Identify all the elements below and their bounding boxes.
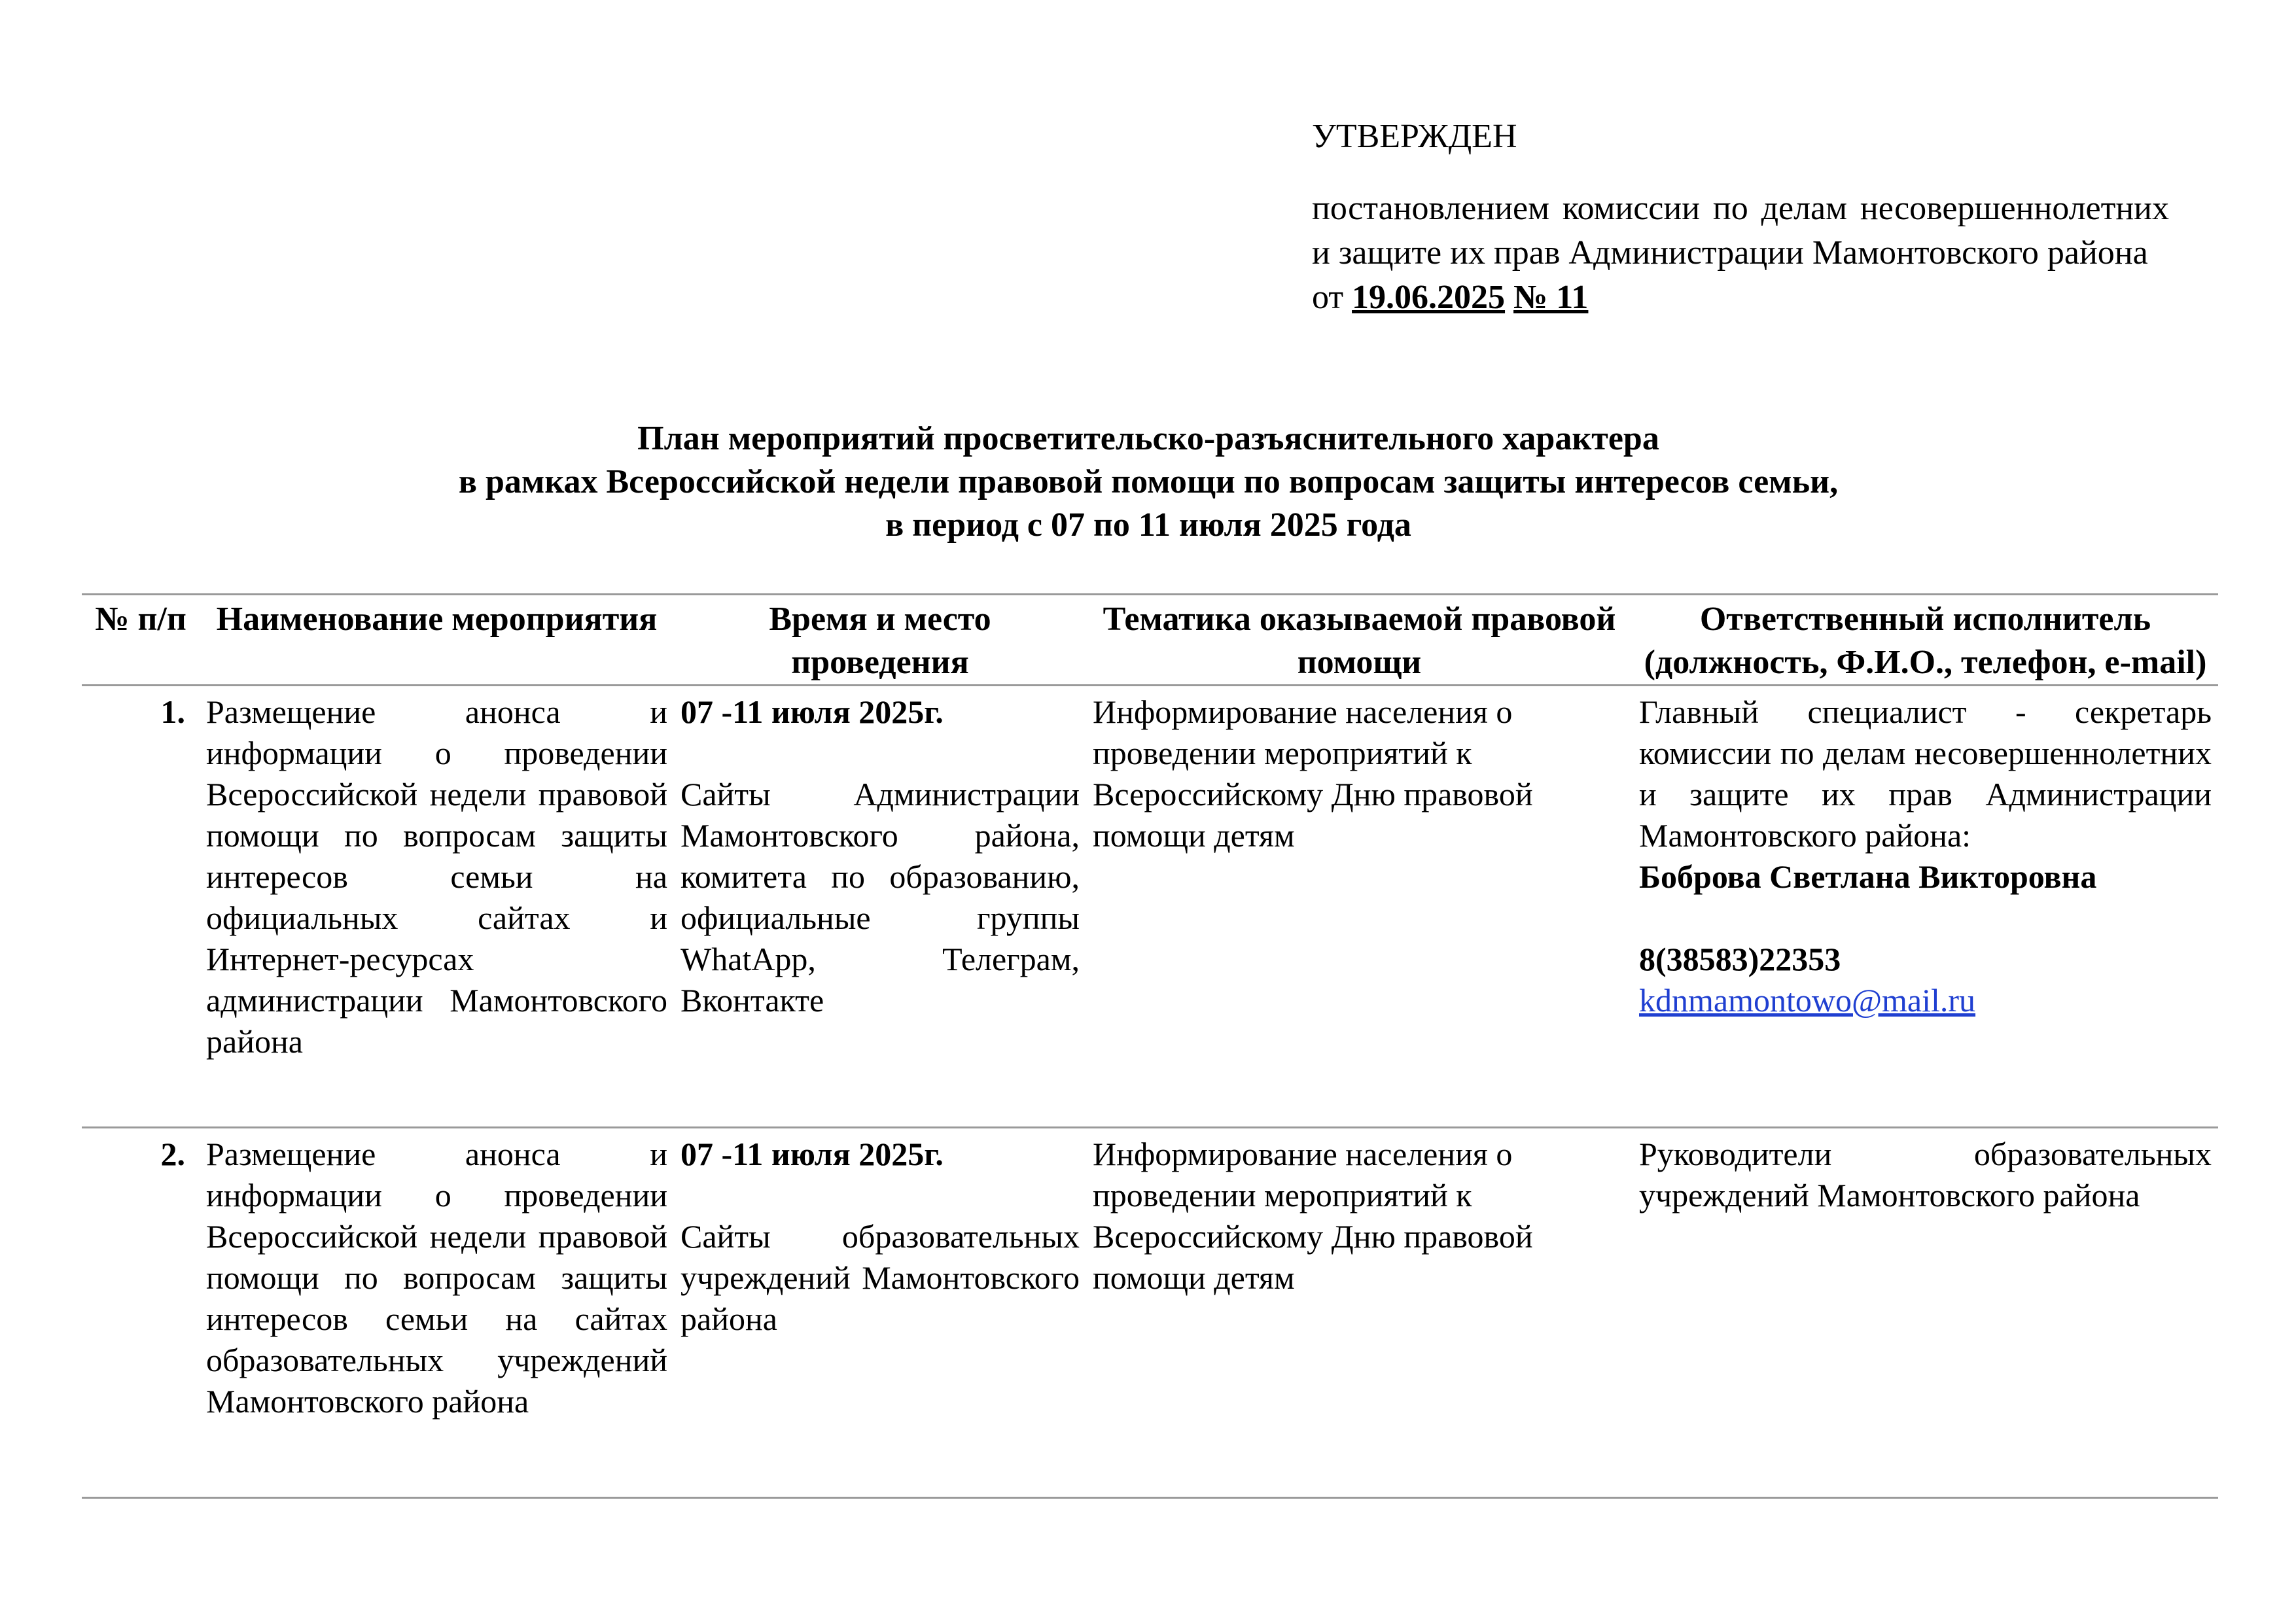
- responsible-name: Боброва Светлана Викторовна: [1639, 858, 2097, 895]
- table-row: [82, 686, 2218, 1128]
- approval-date-prefix: от: [1312, 279, 1344, 316]
- document-title: [82, 417, 2215, 547]
- row-number: 1.: [82, 686, 200, 1128]
- table-header-row: [82, 595, 2218, 686]
- event-date: 07 -11 июля 2025г.: [680, 1136, 944, 1172]
- title-line-1: План мероприятий просветительско-разъяснительного характера: [637, 420, 1659, 457]
- responsible-email-link[interactable]: kdnmamontowo@mail.ru: [1639, 982, 1976, 1019]
- approval-text: постановлением комиссии по делам несовершеннолетних и защите их прав Администрации Мамонтовского района: [1312, 190, 2169, 271]
- title-line-2: в рамках Всероссийской недели правовой помощи по вопросам защиты интересов семьи,: [458, 463, 1839, 500]
- event-place: Сайты Администрации Мамонтовского района, комитета по образованию, официальные группы WhatApp, Телеграм, Вконтакте: [680, 776, 1080, 1019]
- responsible-cell: [1633, 1128, 2218, 1498]
- header-time-place: Время и место проведения: [674, 595, 1086, 686]
- responsible-cell: [1633, 686, 2218, 1128]
- event-place: Сайты образовательных учреждений Мамонтовского района: [680, 1218, 1080, 1337]
- time-place-cell: [674, 1128, 1086, 1498]
- header-event-name: Наименование мероприятия: [200, 595, 674, 686]
- approval-date-line: [1312, 275, 2169, 320]
- header-number: № п/п: [82, 595, 200, 686]
- row-number: 2.: [82, 1128, 200, 1498]
- event-name: Размещение анонса и информации о проведении Всероссийской недели правовой помощи по вопросам защиты интересов семьи на сайтах образовательных учреждений Мамонтовского района: [200, 1128, 674, 1498]
- title-line-3: в период с 07 по 11 июля 2025 года: [885, 506, 1411, 544]
- approval-heading: УТВЕРЖДЕН: [1312, 118, 1517, 155]
- event-date: 07 -11 июля 2025г.: [680, 693, 944, 730]
- responsible-phone: 8(38583)22353: [1639, 941, 1841, 977]
- responsible-position: Главный специалист - секретарь комиссии по делам несовершеннолетних и защите их прав Администрации Мамонтовского района:: [1639, 693, 2212, 854]
- event-topic: Информирование населения о проведении мероприятий к Всероссийскому Дню правовой помощи детям: [1086, 1128, 1633, 1498]
- approval-date: 19.06.2025: [1352, 279, 1506, 316]
- events-table: [82, 593, 2218, 1499]
- header-topic: Тематика оказываемой правовой помощи: [1086, 595, 1633, 686]
- event-topic: Информирование населения о проведении мероприятий к Всероссийскому Дню правовой помощи детям: [1086, 686, 1633, 1128]
- time-place-cell: [674, 686, 1086, 1128]
- approval-number: № 11: [1513, 279, 1589, 316]
- responsible-position: Руководители образовательных учреждений Мамонтовского района: [1639, 1136, 2212, 1213]
- header-responsible: Ответственный исполнитель (должность, Ф.И.О., телефон, e-mail): [1633, 595, 2218, 686]
- table-row: [82, 1128, 2218, 1498]
- event-name: Размещение анонса и информации о проведении Всероссийской недели правовой помощи по вопросам защиты интересов семьи на официальных сайтах и Интернет-ресурсах администрации Мамонтовского района: [200, 686, 674, 1128]
- approval-block: [1312, 114, 2169, 320]
